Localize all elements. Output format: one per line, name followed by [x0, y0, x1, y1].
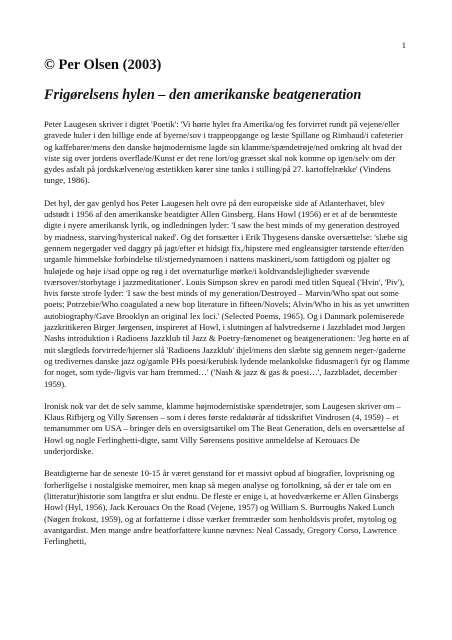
paragraph: Ironisk nok var det de selv samme, klamme højmodernistiske spændetrøjer, som Laugesen skriver om – Klaus Rifbjerg og Villy Sørensen – som i deres første redaktørår af tidsskriftet Vindrosen (4, 1959) – et temanummer om USA – bringer dels en oversigtsartikel om The Beat Generation, dels en oversættelse af Howl og nogle Ferlinghetti-digte, samt Villy Sørensens positive anmeldelse af Kerouacs De underjordiske. [44, 400, 405, 457]
paragraph: Beatdigterne har de seneste 10-15 år været genstand for et massivt opbud af biografier, lovprisning og forherligelse i nostalgiske memoirer, men knap så megen analyse og fortolkning, så der er tale om en (litteratur)historie som langtfra er slut endnu. De fleste er enige i, at hovedværkerne er Allen Ginsbergs Howl (Hyl, 1956), Jack Kerouacs On the Road (Vejene, 1957) og William S. Burroughs Naked Lunch (Nøgen frokost, 1959), og at forfatterne i disse værker fremtræder som henholdsvis profet, mytolog og avantgardist. Men mange andre beatforfattere kunne nævnes: Neal Cassady, Gregory Corso, Lawrence Ferlinghetti, [44, 468, 399, 547]
copyright-heading: © Per Olsen (2003) [44, 57, 162, 73]
document-body [44, 119, 410, 547]
paragraph: Peter Laugesen skriver i digtet 'Poetik': 'Vi hørte hylet fra Amerika/og fes forvirret rundt på vejene/eller gravede huler i den billige ende af byerne/sov i trappeopgange og læste Spillane og Rimbaud/i cafeterier og kaffebarer/mens den danske højmodernisme lagde sin klamme/spændetrøje/ned omkring alt hvad der viste sig over jordens overflade/Kunst er det rene lort/og græsset skal nok komme op igen/selv om der gydes asfalt på jordskælvene/og æstetikken kører sine tanks i stilling/på 27. kartoffelrække' (Vindens tunge, 1986). [44, 119, 404, 186]
paragraph: Det hyl, der gav genlyd hos Peter Laugesen helt ovre på den europæiske side af Atlanterhavet, blev udstødt i 1956 af den amerikanske beatdigter Allen Ginsberg. Hans Howl (1956) er et af de berømteste digte i nyere amerikansk lyrik, og indledningen lyder: 'I saw the best minds of my generation destroyed by madness, starving/hysterical naked'. Og det fortsætter i Erik Thygesens danske oversættelse: 'slæbe sig gennem negergader ved daggry på jagt/efter et hidsigt fix,/hipstere med engleansigter tørstende efter/den urgamle himmelske forbindelse til/stjernedynamoen i nattens maskineri,/som fattigdom og pjalter og huløjede og høje i/sad oppe og røg i det overnaturlige mørke/i koldtvandslejligheder svævende tværsover/storbytage i jazzmeditationer'. Louis Simpson skrev en parodi med titlen Squeal ('Hvin', 'Piv'), hvis første strofe lyder: 'I saw the best minds of my generation/Destroyed – Marvin/Who spat out some poets; Potrzebie/Who coagulated a new bop literature in fifteen/Novels; Alvin/Who in his as yet unwritten autobiography/Gave Brooklyn an original lex loci.' (Selected Poems, 1965). Og i Danmark polemiserede jazzkritikeren Birger Jørgensen, inspireret af Howl, i slutningen af halvtredserne i Jazzbladet mod Jørgen Nashs introduktion i Radioens Jazzklub til Jazz & Poetry-fænomenet og beatgenerationen: 'Jeg hørte en af mit slægtleds forvirrede/hjerner slå 'Radioens Jazzklub' ihjel/mens den slæbte sig gennem neger-/gaderne og tredivernes danske jazz og/gamle PHs poesi/kerubisk lydende melankolske fidusmager/i fyr og flamme for noget, som tyde-/ligvis var ham fremmed…' ('Nash & jazz & gas & poesi…', Jazzbladet, december 1959). [44, 197, 410, 389]
document-title: Frigørelsens hylen – den amerikanske beatgeneration [44, 87, 362, 103]
page-number: 1 [401, 40, 406, 50]
